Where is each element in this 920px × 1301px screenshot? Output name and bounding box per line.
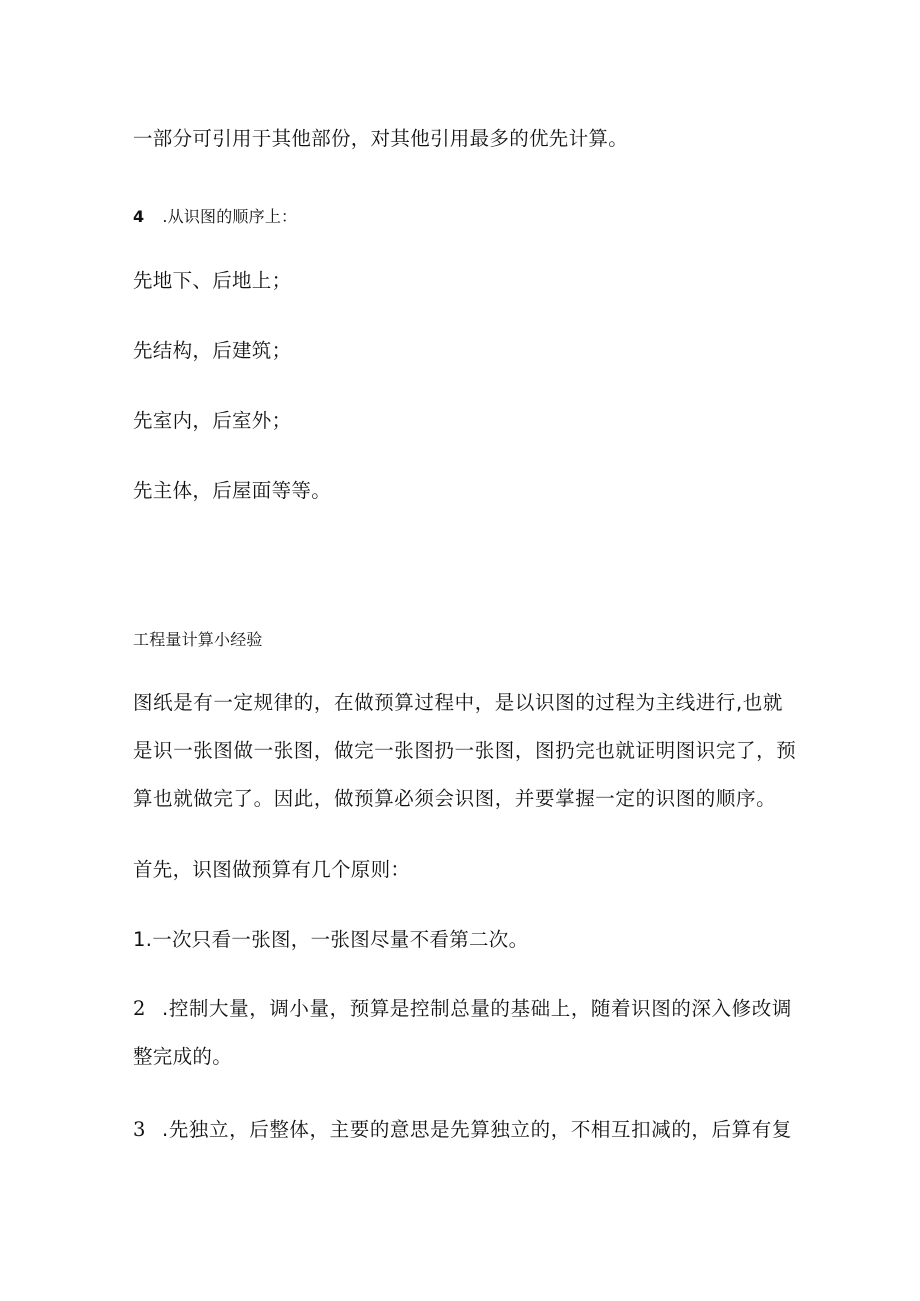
principle-2-line-1 xyxy=(133,996,792,1022)
order-item-3: 先室内，后室外； xyxy=(133,409,292,432)
section-4-heading xyxy=(133,204,297,230)
continuation-paragraph: 一部分可引用于其他部份，对其他引用最多的优先计算。 xyxy=(133,127,629,150)
order-item-4: 先主体，后屋面等等。 xyxy=(133,479,332,502)
principle-2-number: 2 xyxy=(133,997,147,1020)
principle-3-number: 3 xyxy=(133,1118,147,1141)
section-title: 工程量计算小经验 xyxy=(133,630,263,649)
principle-3-text: .先独立，后整体，主要的意思是先算独立的，不相互扣减的，后算有复 xyxy=(162,1118,792,1141)
section-4-number: 4 xyxy=(133,207,145,226)
principle-3-line-1 xyxy=(133,1117,792,1143)
intro-line-2: 是识一张图做一张图，做完一张图扔一张图，图扔完也就证明图识完了，预 xyxy=(133,739,797,762)
principle-2-line-2: 整完成的。 xyxy=(133,1045,233,1068)
section-4-heading-text: .从识图的顺序上： xyxy=(162,207,298,226)
order-item-2: 先结构，后建筑； xyxy=(133,339,292,362)
intro-line-1: 图纸是有一定规律的，在做预算过程中，是以识图的过程为主线进行,也就 xyxy=(133,691,783,714)
intro-line-3: 算也就做完了。因此，做预算必须会识图，并要掌握一定的识图的顺序。 xyxy=(133,787,777,810)
principle-2-text: .控制大量，调小量，预算是控制总量的基础上，随着识图的深入修改调 xyxy=(162,997,792,1020)
principle-1: 1.一次只看一张图，一张图尽量不看第二次。 xyxy=(133,928,529,951)
order-item-1: 先地下、后地上； xyxy=(133,269,292,292)
principles-intro: 首先，识图做预算有几个原则： xyxy=(133,858,411,881)
